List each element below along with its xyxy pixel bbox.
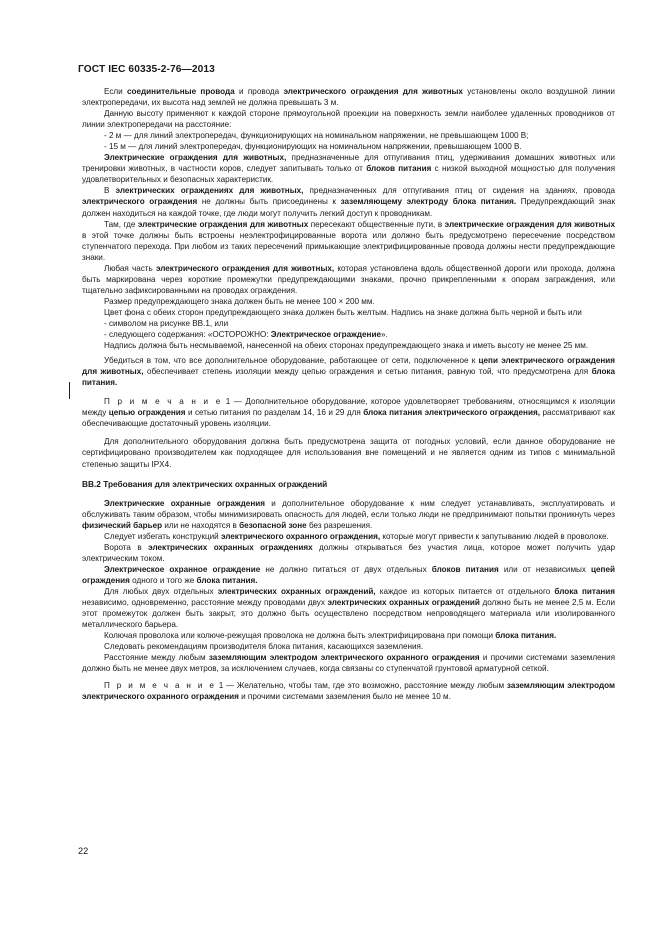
section-heading: ВВ.2 Требования для электрических охранных ограждений [82, 478, 328, 489]
list-item: - 15 м — для линий электропередач, функционирующих на номинальном напряжении, превышающем 1000 В. [104, 142, 522, 152]
paragraph: Надпись должна быть несмываемой, нанесенной на обеих сторонах предупреждающего знака и иметь высоту не менее 25 мм. [104, 341, 589, 351]
list-item: - 2 м — для линий электропередач, функционирующих на номинальном напряжении, не превышающем 1000 В; [104, 131, 529, 141]
paragraph: Колючая проволока или колюче-режущая проволока не должна быть электрифицирована при помощи блока питания. [104, 631, 557, 641]
paragraph: Ворота в электрических охранных ограждениях должны открываться без участия лица, которое может получить удар электрическим током. [82, 542, 615, 563]
paragraph: Электрические охранные ограждения и дополнительное оборудование к ним следует устанавливать, эксплуатировать и обслуживать таким образом, чтобы минимизировать опасность для людей, если только люди не предпринимают попытки проникнуть через физический барьер или не находятся в безопасной зоне без разрешения. [82, 498, 616, 530]
list-item: - символом на рисунке ВВ.1, или [104, 318, 229, 328]
paragraph: Любая часть электрического ограждения для животных, которая установлена вдоль общественной дороги или прохода, должна быть маркирована через короткие промежутки предупреждающими знаками, прочно прикрепленными к опорам заграждения, или тщательно зафиксированными на проводах ограждения. [82, 263, 615, 295]
note: П р и м е ч а н и е 1 — Дополнительное оборудование, которое удовлетворяет требованиям, относящимся к изоляции между цепью ограждения и сетью питания по разделам 14, 16 и 29 для блока питания электрического ограждения, рассматривают как обеспечивающие достаточный уровень изоляции. [82, 397, 615, 429]
paragraph: В электрических ограждениях для животных, предназначенных для отпугивания птиц от сидения на зданиях, провода электрического ограждения не должны быть присоединены к заземляющему электроду блока питания. Предупреждающий знак должен находиться на каждой точке, где люди могут получить легкий доступ к проводникам. [82, 186, 615, 218]
paragraph: Убедиться в том, что все дополнительное оборудование, работающее от сети, подключенное к цепи электрического ограждения для животных, обеспечивает степень изоляции между цепью ограждения и сетью питания, равную той, что предусмотрена для блока питания. [82, 356, 615, 388]
page-body [82, 86, 615, 702]
paragraph: Для любых двух отдельных электрических охранных ограждений, каждое из которых питается от отдельного блока питания независимо, одновременно, расстояние между проводами двух электрических охранных ограждений должно быть не менее 2,5 м. Если этот промежуток должен быть закрыт, это должно быть осуществлено посредством непроводящего материала или изолированного металлического барьера. [82, 586, 615, 630]
paragraph: Данную высоту применяют к каждой стороне прямоугольной проекции на поверхность земли наиболее удаленных проводников от линии электропередачи на расстояние: [82, 109, 615, 130]
paragraph: Если соединительные провода и провода электрического ограждения для животных установлены около воздушной линии электропередачи, их высота над землей не должна превышать 3 м. [82, 87, 615, 108]
paragraph: Расстояние между любым заземляющим электродом электрического охранного ограждения и прочими системами заземления должно быть не менее двух метров, за исключением случаев, когда связаны со ступенчатой грунтовой арматурной сеткой. [82, 653, 616, 674]
paragraph: Следует избегать конструкций электрического охранного ограждения, которые могут привести к запутыванию людей в проволоке. [104, 531, 609, 541]
paragraph: Электрическое охранное ограждение не должно питаться от двух отдельных блоков питания или от независимых цепей ограждения одного и того же блока питания. [82, 564, 615, 585]
paragraph: Размер предупреждающего знака должен быть не менее 100 × 200 мм. [104, 296, 375, 306]
note: П р и м е ч а н и е 1 — Желательно, чтобы там, где это возможно, расстояние между любым заземляющим электродом электрического охранного ограждения и прочими системами заземления было не менее 10 м. [82, 681, 616, 702]
paragraph: Электрические ограждения для животных, предназначенные для отпугивания птиц, удерживания домашних животных или тренировки животных, в частности коров, следует запитывать только от блоков питания с низкой выходной мощностью для получения удовлетворительных и безопасных характеристик. [82, 153, 616, 185]
paragraph: Для дополнительного оборудования должна быть предусмотрена защита от погодных условий, если данное оборудование не сертифицировано производителем как подходящее для использования вне помещений и не является одним из типов с минимальной степенью защиты IPX4. [82, 437, 615, 469]
document-code-header: ГОСТ IEC 60335-2-76—2013 [78, 64, 215, 75]
page-number: 22 [78, 846, 89, 856]
change-marker-bar [69, 382, 70, 399]
paragraph: Цвет фона с обеих сторон предупреждающего знака должен быть желтым. Надпись на знаке должна быть черной и быть или [104, 307, 582, 317]
list-item: - следующего содержания: «ОСТОРОЖНО: Электрическое ограждение». [104, 330, 388, 340]
paragraph: Следовать рекомендациям производителя блока питания, касающихся заземления. [104, 642, 424, 652]
paragraph: Там, где электрические ограждения для животных пересекают общественные пути, в электрические ограждения для животных в этой точке должны быть встроены неэлектрофицированные ворота или должно быть предусмотрено пересечение посредством ступенчатого перехода. При любом из таких пересечений примыкающие электрифицированные провода должны нести предупреждающие знаки. [82, 219, 616, 262]
